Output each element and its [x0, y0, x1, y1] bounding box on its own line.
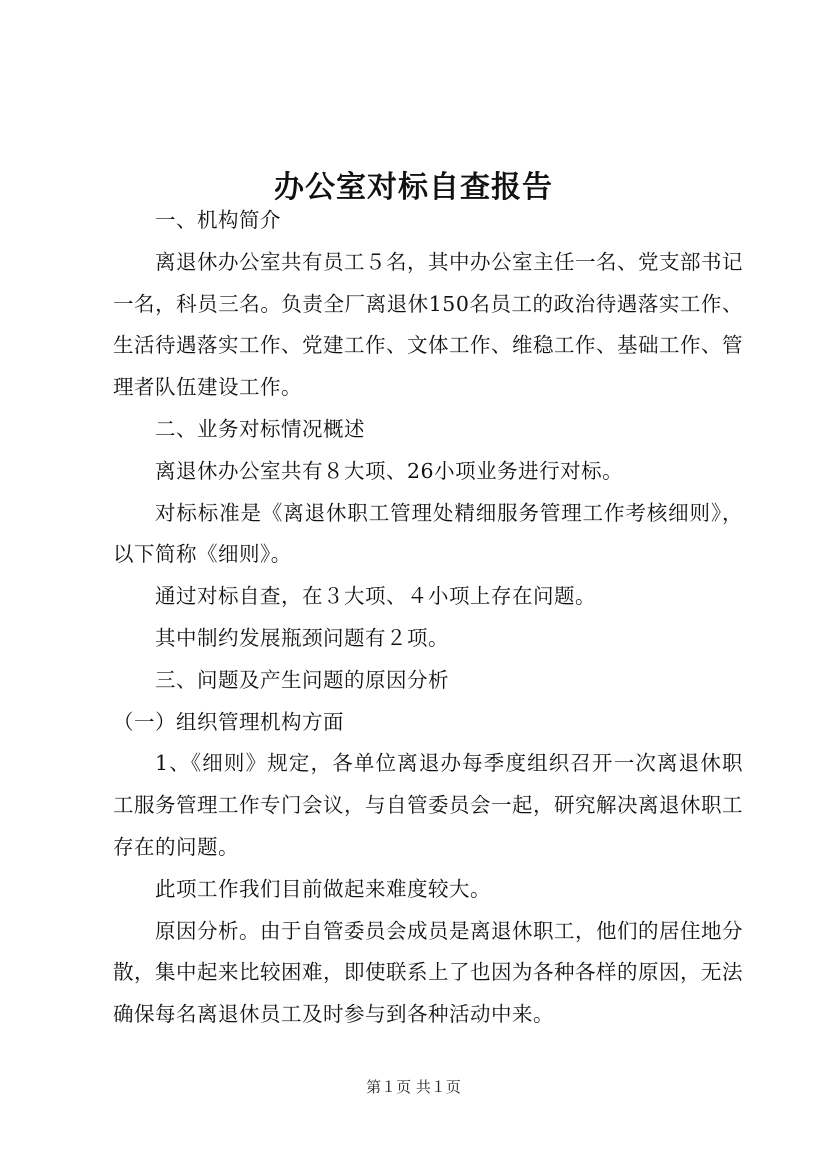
paragraph-self-check-result: 通过对标自查，在３大项、４小项上存在问题。 [155, 584, 596, 609]
document-body [113, 200, 743, 1036]
paragraph-org-intro: 离退休办公室共有员工５名，其中办公室主任一名、党支部书记一名，科员三名。负责全厂离退休150名员工的政治待遇落实工作、生活待遇落实工作、党建工作、文体工作、维稳工作、基础工作、管理者队伍建设工作。 [113, 249, 743, 400]
subsection-heading-1: （一）组织管理机构方面 [113, 709, 344, 734]
paragraph-cause-analysis: 原因分析。由于自管委员会成员是离退休职工，他们的居住地分散，集中起来比较困难，即使联系上了也因为各种各样的原因，无法确保每名离退休员工及时参与到各种活动中来。 [113, 918, 743, 1027]
section-heading-1: 一、机构简介 [155, 208, 281, 232]
paragraph-benchmark-count: 离退休办公室共有８大项、26小项业务进行对标。 [155, 458, 624, 483]
paragraph-bottleneck: 其中制约发展瓶颈问题有２项。 [155, 625, 449, 650]
paragraph-benchmark-standard: 对标标准是《离退休职工管理处精细服务管理工作考核细则》，以下简称《细则》。 [113, 500, 743, 567]
section-heading-3: 三、问题及产生问题的原因分析 [155, 667, 449, 692]
page-footer: 第１页 共１页 [366, 1078, 461, 1096]
paragraph-rule-1: 1、《细则》规定，各单位离退办每季度组织召开一次离退休职工服务管理工作专门会议，与自管委员会一起，研究解决离退休职工存在的问题。 [113, 751, 743, 859]
paragraph-difficulty: 此项工作我们目前做起来难度较大。 [155, 876, 491, 901]
section-heading-2: 二、业务对标情况概述 [155, 416, 365, 441]
document-title: 办公室对标自查报告 [274, 170, 553, 206]
